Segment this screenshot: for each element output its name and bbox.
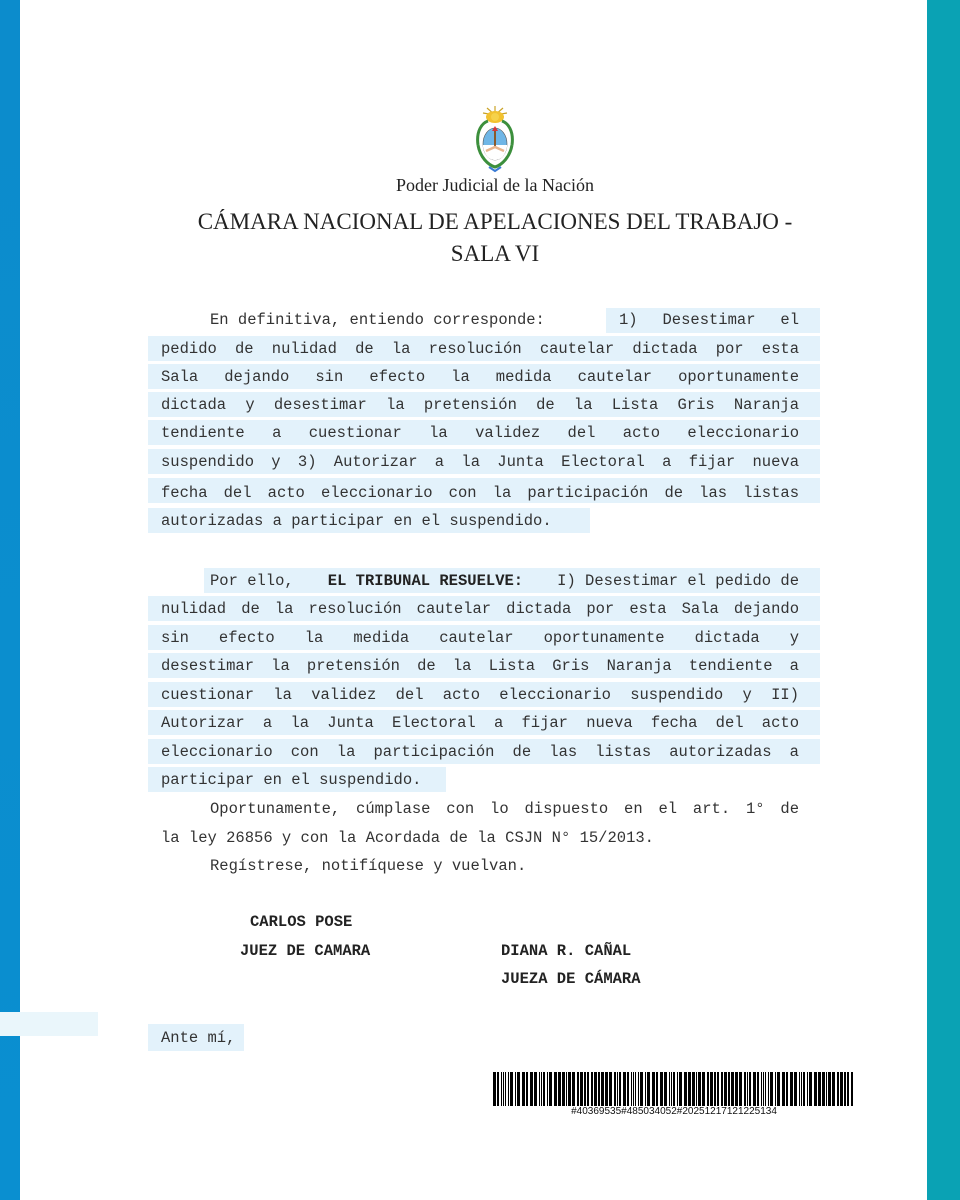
court-title-line2: SALA VI xyxy=(450,241,540,266)
paragraph2-line: desestimar la pretensión de la Lista Gris Naranja tendiente a xyxy=(161,657,799,675)
paragraph2-line: eleccionario con la participación de las listas autorizadas a xyxy=(161,743,799,761)
paragraph2-line1-rest: I) Desestimar el pedido de xyxy=(557,572,799,590)
argentine-coat-of-arms-icon xyxy=(472,105,518,173)
court-title-line1: CÁMARA NACIONAL DE APELACIONES DEL TRABAJO - xyxy=(197,209,793,234)
paragraph2-line: nulidad de la resolución cautelar dictada por esta Sala dejando xyxy=(161,600,799,618)
paragraph2-line: cuestionar la validez del acto eleccionario suspendido y II) xyxy=(161,686,799,704)
paragraph2-line-last: participar en el suspendido. xyxy=(161,771,422,789)
institution-title: Poder Judicial de la Nación xyxy=(396,175,594,195)
paragraph3-line3: Regístrese, notifíquese y vuelvan. xyxy=(210,857,527,875)
barcode-number: #40369535#485034052#20251217121225134 xyxy=(571,1106,777,1117)
paragraph1-line: pedido de nulidad de la resolución cautelar dictada por esta xyxy=(161,340,799,358)
judge2-name: DIANA R. CAÑAL xyxy=(501,942,632,960)
paragraph1-line: tendiente a cuestionar la validez del acto eleccionario xyxy=(161,424,799,442)
court-title xyxy=(0,206,960,270)
judge1-title: JUEZ DE CAMARA xyxy=(240,942,371,960)
tribunal-resuelve-label: EL TRIBUNAL RESUELVE: xyxy=(327,572,524,590)
paragraph1-line: fecha del acto eleccionario con la participación de las listas xyxy=(161,484,799,502)
left-tab-marker xyxy=(0,1012,98,1036)
paragraph3-line2: la ley 26856 y con la Acordada de la CSJN N° 15/2013. xyxy=(161,829,654,847)
paragraph1-line-last: autorizadas a participar en el suspendido. xyxy=(161,512,552,530)
paragraph2-line: sin efecto la medida cautelar oportunamente dictada y xyxy=(161,629,799,647)
barcode-icon xyxy=(493,1072,855,1106)
closing-text: Ante mí, xyxy=(161,1029,236,1047)
judge2-title: JUEZA DE CÁMARA xyxy=(501,970,641,988)
paragraph1-line1-tail: 1) Desestimar el xyxy=(619,311,799,329)
paragraph1-line: Sala dejando sin efecto la medida cautelar oportunamente xyxy=(161,368,799,386)
paragraph2-line1 xyxy=(210,571,799,591)
paragraph3-line1: Oportunamente, cúmplase con lo dispuesto en el art. 1° de xyxy=(210,800,799,818)
judge1-name: CARLOS POSE xyxy=(250,913,353,931)
paragraph1-line: dictada y desestimar la pretensión de la Lista Gris Naranja xyxy=(161,396,799,414)
paragraph2-line: Autorizar a la Junta Electoral a fijar nueva fecha del acto xyxy=(161,714,799,732)
paragraph1-line: suspendido y 3) Autorizar a la Junta Electoral a fijar nueva xyxy=(161,453,799,471)
paragraph1-line1-lead: En definitiva, entiendo corresponde: xyxy=(210,311,545,329)
paragraph2-lead: Por ello, xyxy=(210,572,294,590)
